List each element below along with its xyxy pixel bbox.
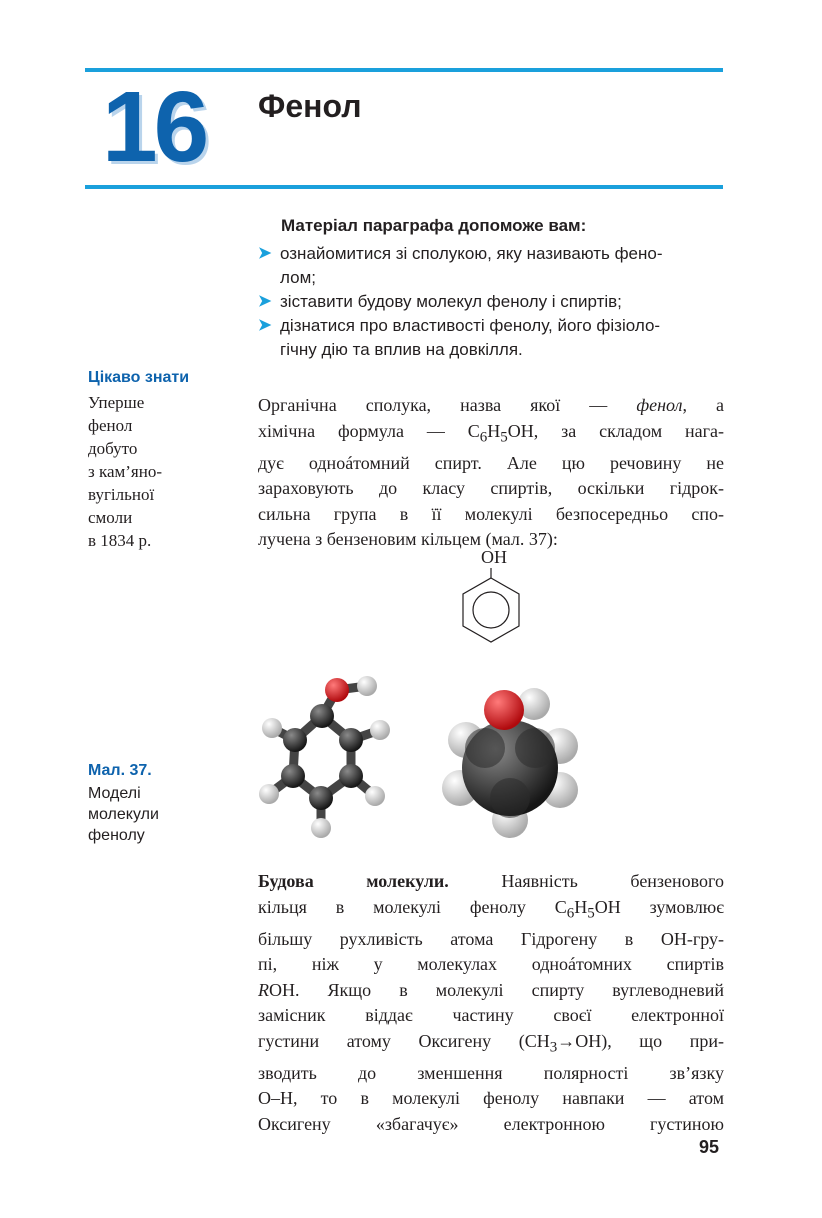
sidebar-line: вугільної bbox=[88, 485, 155, 504]
text-line: зводить до зменшення полярності зв’язку bbox=[258, 1062, 724, 1083]
sidebar-line: фенол bbox=[88, 416, 133, 435]
text-line: Будова молекули. Наявність бензенового bbox=[258, 871, 724, 891]
text-line: густини атому Оксигену $(CH_3\to OH)$, що при- bbox=[258, 1030, 724, 1056]
text-line: пі, ніж у молекулах одноáтомних спиртів bbox=[258, 954, 724, 975]
goal-line: дізнатися про властивості фенолу, його фізіоло- bbox=[280, 316, 661, 335]
arrow-bullet-icon: ➤ bbox=[258, 245, 272, 262]
structure-paragraph bbox=[258, 869, 724, 1137]
space-filling-model bbox=[440, 680, 585, 840]
text-line: Органічна сполука, назва якої — фенол, а bbox=[258, 395, 724, 415]
goal-line: лом; bbox=[280, 268, 316, 287]
sidebar-title: Цікаво знати bbox=[88, 369, 190, 386]
goal-line: гічну дію та вплив на довкілля. bbox=[280, 340, 523, 359]
page-number: 95 bbox=[699, 1137, 720, 1157]
sidebar-line: добуто bbox=[88, 439, 138, 458]
text-line: сильна група в її молекулі безпосередньо спо- bbox=[258, 503, 724, 524]
goal-item bbox=[258, 314, 724, 362]
arrow-bullet-icon: ➤ bbox=[258, 317, 272, 334]
text-line: лучена з бензеновим кільцем (мал. 37): bbox=[258, 529, 558, 550]
ball-and-stick-model bbox=[255, 672, 405, 844]
term-phenol: фенол bbox=[636, 395, 683, 415]
text-line: дує одноáтомний спирт. Але цю речовину не bbox=[258, 452, 724, 473]
goals-list bbox=[258, 242, 724, 362]
goal-item bbox=[258, 242, 724, 290]
sidebar-line: Уперше bbox=[88, 393, 145, 412]
goal-line: зіставити будову молекул фенолу і спиртів; bbox=[280, 292, 622, 311]
goals-heading: Матеріал параграфа допоможе вам: bbox=[281, 216, 587, 235]
text-line: зараховують до класу спиртів, оскільки гідрок- bbox=[258, 478, 724, 499]
sidebar-line: смоли bbox=[88, 508, 133, 527]
caption-line: молекули bbox=[88, 806, 159, 823]
hydroxyl-label: OH bbox=[481, 547, 507, 567]
bottom-rule bbox=[85, 185, 723, 189]
chapter-number: 16 bbox=[102, 71, 206, 183]
intro-paragraph bbox=[258, 393, 724, 553]
section-heading: Будова молекули. bbox=[258, 871, 449, 891]
caption-line: фенолу bbox=[88, 827, 145, 844]
figure-caption bbox=[88, 783, 159, 846]
arrow-bullet-icon: ➤ bbox=[258, 293, 272, 310]
goal-line: ознайомитися зі сполукою, яку називають фено- bbox=[280, 244, 663, 263]
sidebar-line: в 1834 р. bbox=[88, 531, 152, 550]
chapter-title: Фенол bbox=[258, 88, 362, 124]
text-line: кільця в молекулі фенолу $C_6H_5OH$ зумовлює bbox=[258, 896, 724, 922]
text-line: хімічна формула — $C_6H_5OH$, за складом нага- bbox=[258, 420, 724, 446]
text-line: більшу рухливість атома Гідрогену в OH-гру- bbox=[258, 928, 724, 949]
sidebar-line: з кам’яно- bbox=[88, 462, 163, 481]
caption-line: Моделі bbox=[88, 785, 141, 802]
text-line: ROH. Якщо в молекулі спирту вуглеводневий bbox=[258, 979, 724, 1000]
text-line: O–H, то в молекулі фенолу навпаки — атом bbox=[258, 1088, 724, 1109]
figure-number: Мал. 37. bbox=[88, 762, 152, 779]
sidebar-note bbox=[88, 391, 208, 552]
benzene-ring-structure bbox=[455, 568, 527, 646]
text-line: замісник віддає частину своєї електронної bbox=[258, 1005, 724, 1026]
text-line: Оксигену «збагачує» електронною густиною bbox=[258, 1113, 724, 1134]
goal-item bbox=[258, 290, 724, 314]
